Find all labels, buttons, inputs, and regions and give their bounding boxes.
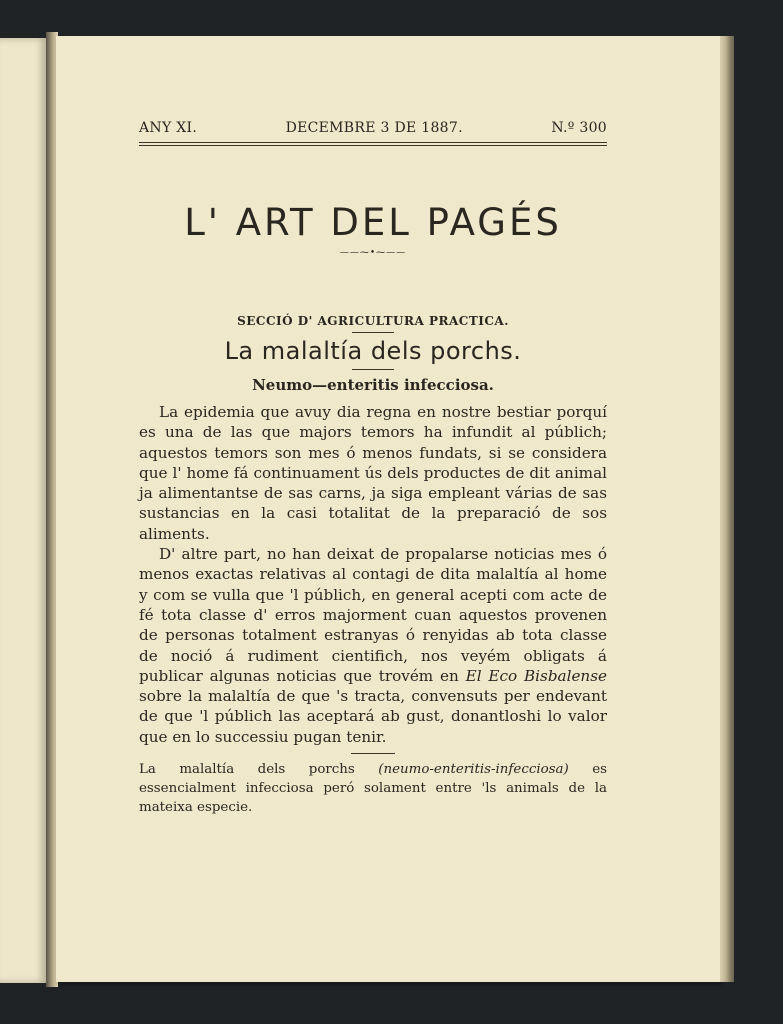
- section-heading: SECCIÓ D' AGRICULTURA PRACTICA.: [237, 314, 509, 328]
- page-header: [139, 120, 607, 143]
- article-title: La malaltía dels porchs.: [224, 337, 522, 365]
- divider-rule: [352, 369, 394, 370]
- masthead-title: L' ART DEL PAGÉS: [184, 201, 562, 244]
- ornament-divider: ——⁓•⁓——: [339, 248, 407, 258]
- divider-rule: [351, 753, 395, 754]
- paragraph: D' altre part, no han deixat de propalarse noticias mes ó menos exactas relativas al contagi de dita malaltía al home y com se vulla que 'l públich, en general acepti com acte de fé tota classe d' erros majorment cuan aquestos provenen de personas totalment estranyas ó renyidas ab tota classe de noció á rudiment cientifich, nos veyém obligats á publicar algunas noticias que trovém en El Eco Bisbalense sobre la malaltía de que 's tracta, convensuts per endevant de que 'l públich las aceptará ab gust, donantloshi lo valor que en lo successiu pugan tenir.: [139, 545, 608, 746]
- page-stack-edge: [720, 36, 734, 982]
- footnote-term: (neumo-enteritis-infecciosa): [378, 762, 569, 778]
- article-body: [139, 402, 607, 747]
- page-content: [139, 120, 607, 817]
- divider-rule: [352, 332, 394, 333]
- source-publication: El Eco Bisbalense: [465, 666, 608, 685]
- volume-label: ANY XI.: [139, 120, 198, 136]
- issue-number: N.º 300: [551, 120, 607, 136]
- paragraph: La epidemia que avuy dia regna en nostre bestiar porquí es una de las que majors temors ha infundit al públich; aquestos temors son mes ó menos fundats, si se considera que l' home fá continuament ús dels productes de dit animal ja alimentantse de sas carns, ja siga empleant várias de sas sustancias en la casi totalitat de la preparació de sos aliments.: [139, 403, 607, 543]
- article-subtitle: Neumo—enteritis infecciosa.: [252, 376, 494, 394]
- issue-date: DECEMBRE 3 DE 1887.: [285, 120, 463, 136]
- left-page-edge: [0, 38, 48, 983]
- footnote: La malaltía dels porchs (neumo-enteritis-infecciosa) es essencialment infecciosa peró solament entre 'ls animals de la mateixa especie.: [139, 762, 607, 816]
